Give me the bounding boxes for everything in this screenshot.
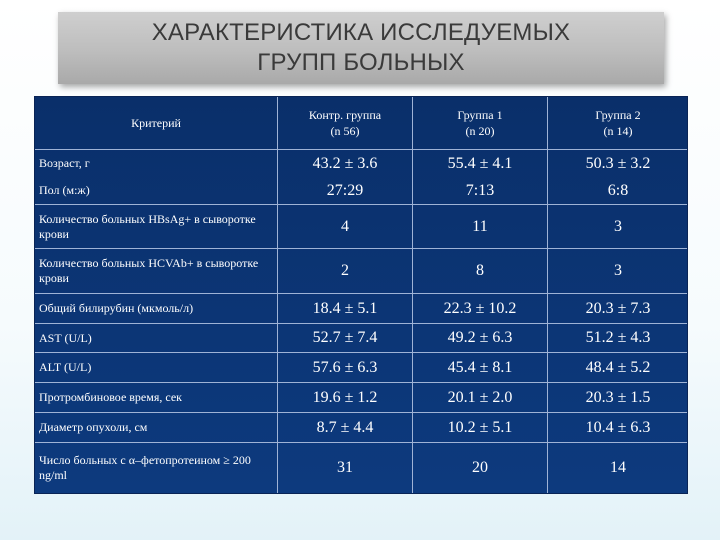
table-row: [35, 324, 687, 352]
row-label: Количество больных HBsAg+ в сыворотке крови: [39, 211, 256, 241]
header-group-2-name: Группа 2: [595, 108, 641, 122]
cell-group-2: 50.3 ± 3.2: [585, 154, 651, 172]
cell-group-2: 3: [614, 217, 622, 235]
header-criterion: Критерий: [131, 115, 181, 130]
cell-group-1: 10.2 ± 5.1: [447, 418, 513, 436]
cell-group-1: 7:13: [465, 181, 495, 199]
row-label: Число больных с α–фетопротеином ≥ 200 ng/ml: [39, 453, 251, 482]
row-label: Пол (м:ж): [39, 183, 90, 197]
characteristics-table: [34, 96, 688, 494]
cell-group-2: 51.2 ± 4.3: [585, 329, 651, 346]
table-row: [35, 249, 687, 293]
header-group-1: [413, 97, 547, 149]
cell-control: 31: [337, 459, 353, 476]
header-group-2: [548, 97, 688, 149]
cell-group-2: 6:8: [607, 181, 629, 199]
table-row: [35, 150, 687, 177]
cell-control: 57.6 ± 6.3: [312, 358, 378, 376]
row-label: AST (U/L): [39, 330, 92, 345]
table-row: [35, 294, 687, 323]
slide-title: ХАРАКТЕРИСТИКА ИССЛЕДУЕМЫХ ГРУПП БОЛЬНЫХ: [151, 19, 571, 76]
cell-control: 27:29: [326, 181, 364, 199]
cell-group-2: 48.4 ± 5.2: [585, 358, 651, 376]
cell-group-1: 49.2 ± 6.3: [447, 329, 513, 346]
row-label: Общий билирубин (мкмоль/л): [39, 301, 194, 315]
cell-group-1: 22.3 ± 10.2: [443, 299, 517, 317]
cell-group-2: 3: [614, 262, 622, 279]
cell-control: 4: [341, 217, 349, 235]
table-row: [35, 177, 687, 204]
header-group-1-n: (n 20): [465, 124, 495, 138]
cell-group-2: 14: [610, 459, 626, 476]
table-row: [35, 383, 687, 412]
cell-group-1: 20: [472, 459, 488, 476]
header-control-group-name: Контр. группа: [308, 108, 382, 122]
cell-control: 52.7 ± 7.4: [312, 329, 378, 346]
cell-group-1: 8: [476, 262, 484, 279]
row-label: Возраст, г: [39, 156, 90, 170]
cell-group-2: 10.4 ± 6.3: [585, 418, 651, 436]
row-label: Протромбиновое время, сек: [39, 390, 183, 404]
table-row: [35, 413, 687, 442]
table-header-row: [35, 97, 687, 149]
cell-group-1: 11: [472, 217, 488, 235]
cell-control: 8.7 ± 4.4: [316, 418, 374, 436]
cell-group-2: 20.3 ± 7.3: [585, 299, 651, 317]
slide-title-box: [58, 12, 664, 84]
row-label: Диаметр опухоли, см: [39, 420, 148, 434]
cell-group-1: 20.1 ± 2.0: [447, 388, 513, 406]
header-group-1-name: Группа 1: [457, 108, 503, 122]
cell-group-1: 55.4 ± 4.1: [447, 154, 513, 172]
header-group-2-n: (n 14): [603, 124, 633, 138]
header-control-group-n: (n 56): [330, 124, 360, 138]
table-row: [35, 205, 687, 248]
header-control-group: [278, 97, 412, 149]
table-row: [35, 353, 687, 382]
cell-control: 43.2 ± 3.6: [312, 154, 378, 172]
cell-control: 18.4 ± 5.1: [312, 299, 378, 317]
cell-control: 19.6 ± 1.2: [312, 388, 378, 406]
table-row: [35, 443, 687, 493]
row-label: Количество больных HCVAb+ в сыворотке крови: [39, 256, 259, 285]
row-label: ALT (U/L): [39, 360, 92, 374]
cell-group-1: 45.4 ± 8.1: [447, 358, 513, 376]
cell-group-2: 20.3 ± 1.5: [585, 388, 651, 406]
cell-control: 2: [341, 262, 349, 279]
